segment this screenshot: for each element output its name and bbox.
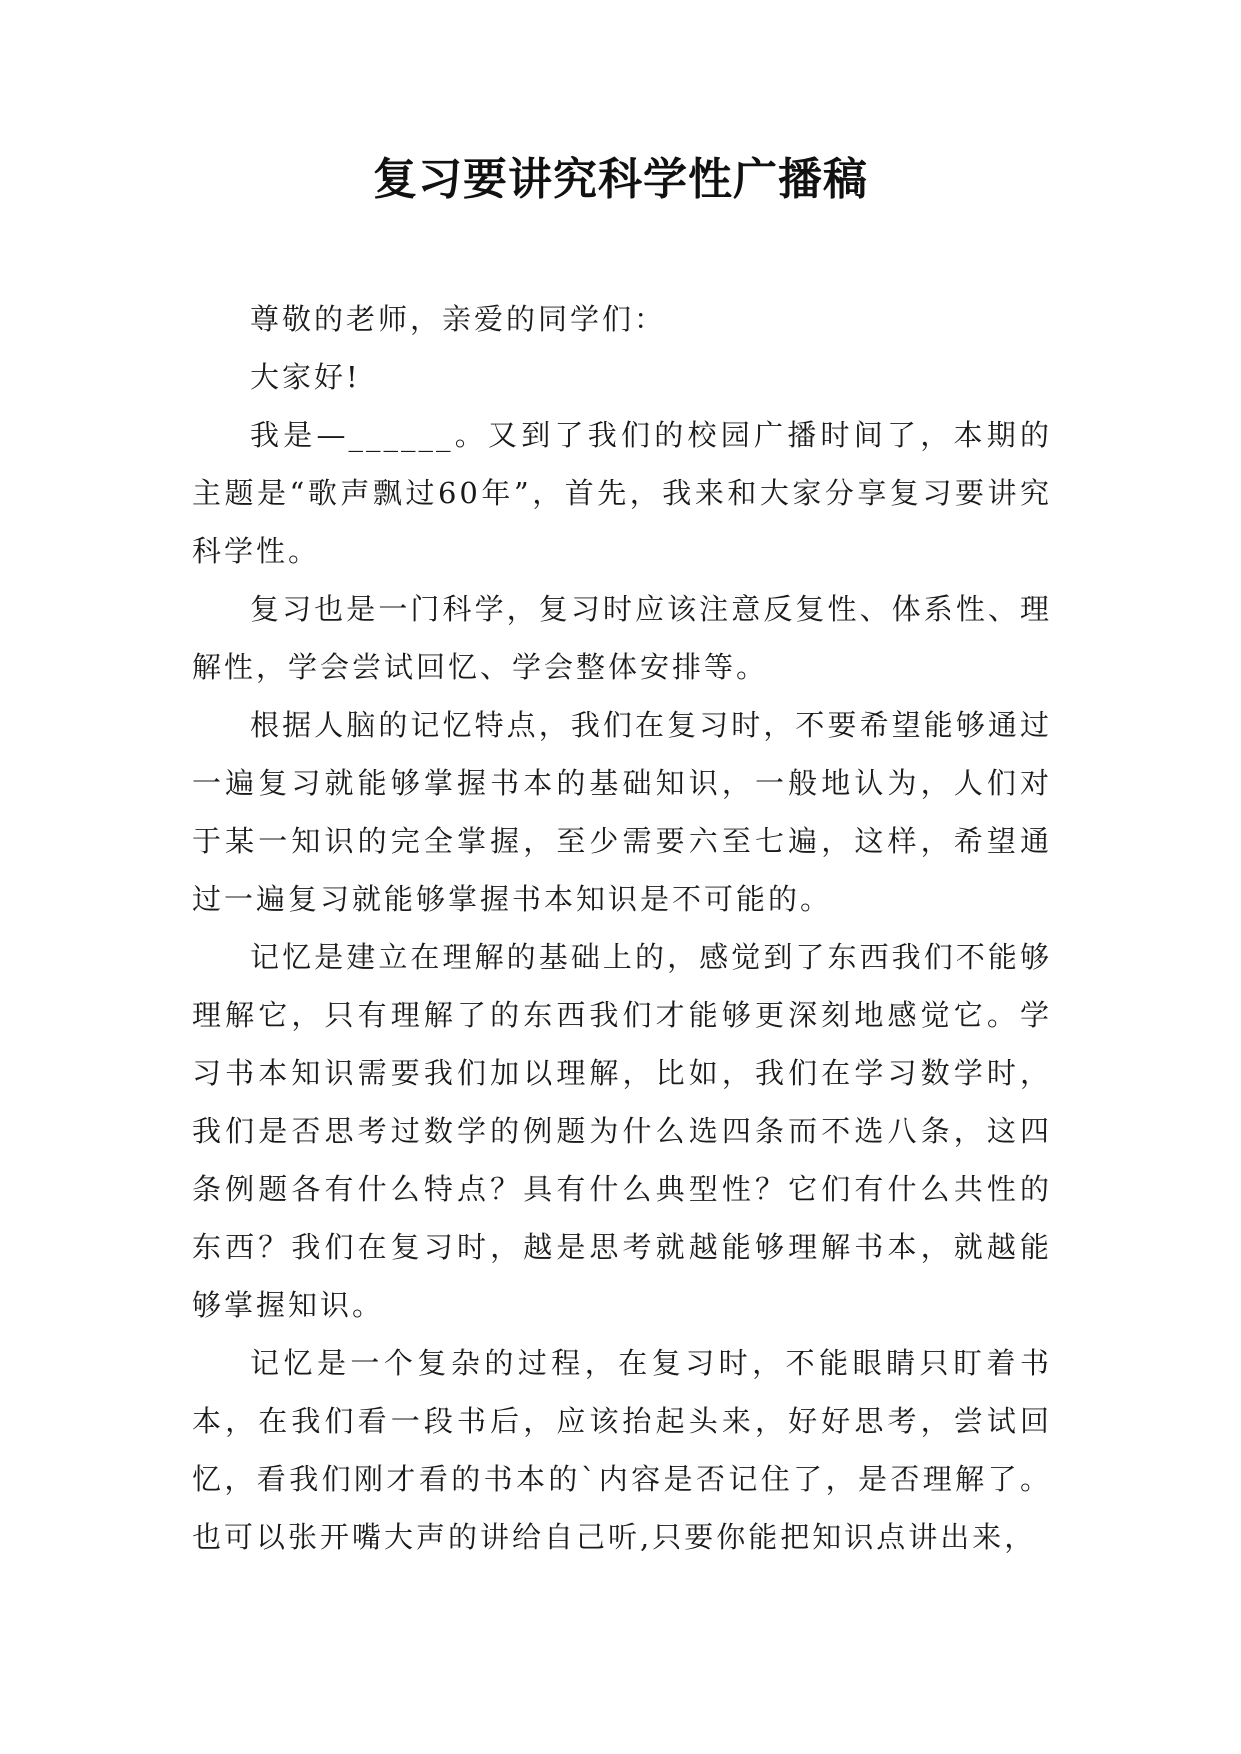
paragraph-understanding: 记忆是建立在理解的基础上的，感觉到了东西我们不能够理解它，只有理解了的东西我们才能够更深刻地感觉它。学习书本知识需要我们加以理解，比如，我们在学习数学时，我们是否思考过数学的例题为什么选四条而不选八条，这四条例题各有什么特点？具有什么典型性？它们有什么共性的东西？我们在复习时，越是思考就越能够理解书本，就越能够掌握知识。 <box>192 940 1052 1322</box>
paragraph-recall: 记忆是一个复杂的过程，在复习时，不能眼睛只盯着书本，在我们看一段书后，应该抬起头来，好好思考，尝试回忆，看我们刚才看的书本的`内容是否记住了，是否理解了。也可以张开嘴大声的讲给自己听,只要你能把知识点讲出来， <box>192 1346 1052 1554</box>
paragraph-review-science: 复习也是一门科学，复习时应该注意反复性、体系性、理解性，学会尝试回忆、学会整体安排等。 <box>192 592 1052 684</box>
paragraph-memory-traits: 根据人脑的记忆特点，我们在复习时，不要希望能够通过一遍复习就能够掌握书本的基础知识，一般地认为，人们对于某一知识的完全掌握，至少需要六至七遍，这样，希望通过一遍复习就能够掌握书本知识是不可能的。 <box>192 708 1052 916</box>
document-body <box>192 290 1052 1566</box>
paragraph-salutation: 尊敬的老师，亲爱的同学们： <box>250 302 667 336</box>
paragraph-greeting: 大家好! <box>250 360 361 394</box>
paragraph-intro: 我是—______。又到了我们的校园广播时间了，本期的主题是“歌声飘过60年”，首先，我来和大家分享复习要讲究科学性。 <box>192 418 1052 568</box>
document-title: 复习要讲究科学性广播稿 <box>373 154 868 205</box>
